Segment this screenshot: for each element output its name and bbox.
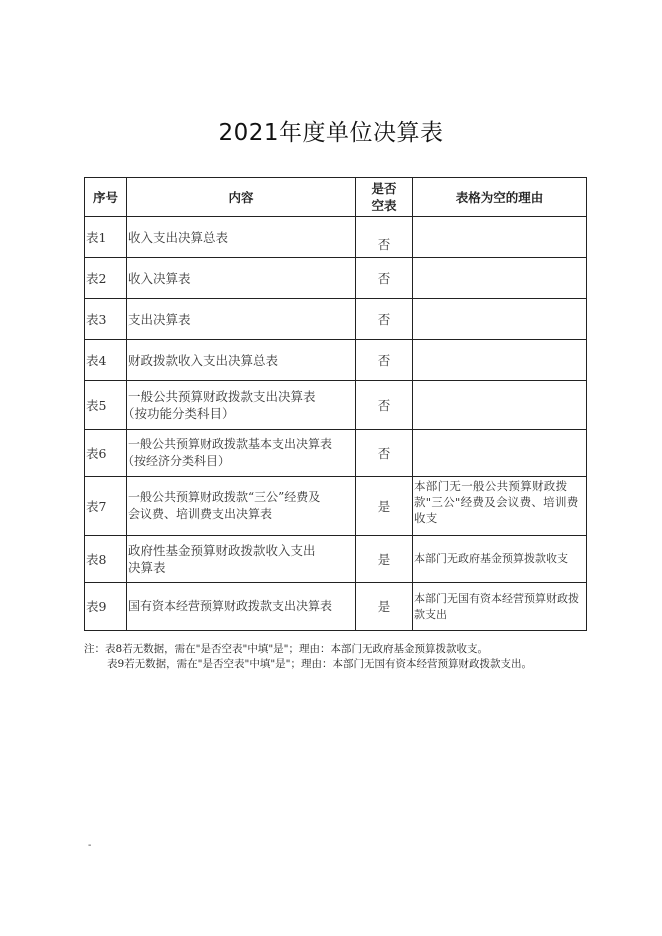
row-content: 一般公共预算财政拨款“三公”经费及 会议费、培训费支出决算表 (127, 477, 356, 536)
table-header-row (85, 178, 587, 217)
row-is-empty: 是 (356, 536, 413, 583)
row-content: 政府性基金预算财政拨款收入支出 决算表 (127, 536, 356, 583)
row-seq: 表4 (85, 340, 127, 381)
row-reason (413, 340, 587, 381)
table-row (85, 430, 587, 477)
report-index-table (84, 177, 587, 631)
row-content: 国有资本经营预算财政拨款支出决算表 (127, 583, 356, 631)
row-content: 收入决算表 (127, 258, 356, 299)
row-seq: 表2 (85, 258, 127, 299)
row-is-empty: 是 (356, 477, 413, 536)
page-footer-mark: - (88, 840, 92, 851)
row-content: 财政拨款收入支出决算总表 (127, 340, 356, 381)
footnote-line-2: 表9若无数据，需在"是否空表"中填"是"；理由：本部门无国有资本经营预算财政拨款支出。 (107, 658, 532, 670)
row-content: 一般公共预算财政拨款支出决算表 （按功能分类科目） (127, 381, 356, 430)
row-is-empty: 否 (356, 340, 413, 381)
row-reason (413, 381, 587, 430)
row-seq: 表7 (85, 477, 127, 536)
header-seq: 序号 (85, 178, 127, 217)
row-reason: 本部门无国有资本经营预算财政拨款支出 (413, 583, 587, 631)
footnote-line-1: 注：表8若无数据，需在"是否空表"中填"是"；理由：本部门无政府基金预算拨款收支。 (84, 643, 488, 655)
row-is-empty: 是 (356, 583, 413, 631)
table-row (85, 477, 587, 536)
header-is-empty: 是否 空表 (356, 178, 413, 217)
row-content: 收入支出决算总表 (127, 217, 356, 258)
row-reason (413, 217, 587, 258)
table-row (85, 536, 587, 583)
page-title: 2021年度单位决算表 (218, 120, 444, 146)
row-content: 一般公共预算财政拨款基本支出决算表 （按经济分类科目） (127, 430, 356, 477)
row-seq: 表5 (85, 381, 127, 430)
row-seq: 表1 (85, 217, 127, 258)
row-seq: 表3 (85, 299, 127, 340)
row-reason: 本部门无一般公共预算财政拨款"三公"经费及会议费、培训费收支 (413, 477, 587, 536)
row-content: 支出决算表 (127, 299, 356, 340)
row-is-empty: 否 (356, 430, 413, 477)
footnote (84, 642, 532, 672)
row-is-empty: 否 (356, 217, 413, 258)
row-seq: 表6 (85, 430, 127, 477)
row-seq: 表8 (85, 536, 127, 583)
table-row (85, 340, 587, 381)
table-row (85, 217, 587, 258)
table-row (85, 381, 587, 430)
row-reason (413, 258, 587, 299)
table-row (85, 258, 587, 299)
header-content: 内容 (127, 178, 356, 217)
row-is-empty: 否 (356, 299, 413, 340)
row-is-empty: 否 (356, 258, 413, 299)
row-reason: 本部门无政府基金预算拨款收支 (413, 536, 587, 583)
table-row (85, 299, 587, 340)
header-reason: 表格为空的理由 (413, 178, 587, 217)
row-reason (413, 299, 587, 340)
row-is-empty: 否 (356, 381, 413, 430)
row-seq: 表9 (85, 583, 127, 631)
table-row (85, 583, 587, 631)
row-reason (413, 430, 587, 477)
